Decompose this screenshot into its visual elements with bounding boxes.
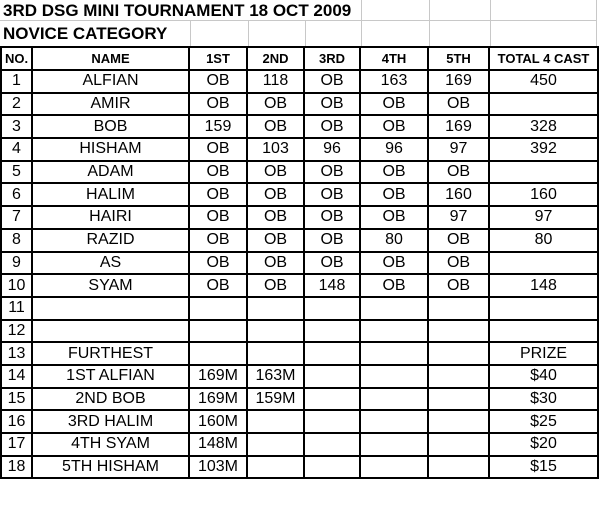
value-cell: 169M bbox=[189, 365, 247, 388]
value-cell: OB bbox=[304, 70, 360, 93]
column-header: 3RD bbox=[304, 47, 360, 70]
value-cell bbox=[360, 365, 428, 388]
gridline bbox=[429, 21, 430, 46]
column-header: TOTAL 4 CAST bbox=[489, 47, 598, 70]
value-cell: 96 bbox=[304, 138, 360, 161]
value-cell: OB bbox=[360, 183, 428, 206]
value-cell: OB bbox=[247, 252, 304, 275]
row-number-cell: 14 bbox=[1, 365, 32, 388]
value-cell bbox=[247, 297, 304, 320]
value-cell bbox=[304, 365, 360, 388]
value-cell bbox=[428, 297, 489, 320]
table-row bbox=[1, 70, 598, 93]
value-cell: 159 bbox=[189, 115, 247, 138]
value-cell: OB bbox=[247, 183, 304, 206]
value-cell bbox=[304, 410, 360, 433]
value-cell: OB bbox=[360, 161, 428, 184]
row-number-cell: 10 bbox=[1, 274, 32, 297]
value-cell: OB bbox=[247, 206, 304, 229]
value-cell: 80 bbox=[360, 229, 428, 252]
value-cell: 118 bbox=[247, 70, 304, 93]
value-cell bbox=[489, 93, 598, 116]
value-cell: 103M bbox=[189, 456, 247, 479]
value-cell: OB bbox=[189, 206, 247, 229]
value-cell: OB bbox=[360, 115, 428, 138]
column-header: NAME bbox=[32, 47, 189, 70]
row-number-cell: 8 bbox=[1, 229, 32, 252]
value-cell bbox=[428, 433, 489, 456]
name-cell: RAZID bbox=[32, 229, 189, 252]
value-cell bbox=[428, 388, 489, 411]
value-cell: $15 bbox=[489, 456, 598, 479]
name-cell: 5TH HISHAM bbox=[32, 456, 189, 479]
value-cell: OB bbox=[428, 229, 489, 252]
value-cell: OB bbox=[247, 115, 304, 138]
value-cell bbox=[304, 297, 360, 320]
value-cell: OB bbox=[189, 70, 247, 93]
table-row bbox=[1, 274, 598, 297]
results-table bbox=[0, 46, 599, 479]
value-cell: OB bbox=[247, 93, 304, 116]
value-cell bbox=[489, 252, 598, 275]
value-cell: 163M bbox=[247, 365, 304, 388]
value-cell bbox=[360, 342, 428, 365]
value-cell bbox=[247, 433, 304, 456]
name-cell: FURTHEST bbox=[32, 342, 189, 365]
value-cell: OB bbox=[304, 161, 360, 184]
gridline bbox=[0, 20, 597, 21]
name-cell bbox=[32, 320, 189, 343]
value-cell: OB bbox=[247, 274, 304, 297]
value-cell bbox=[247, 456, 304, 479]
name-cell: 2ND BOB bbox=[32, 388, 189, 411]
gridline bbox=[190, 21, 191, 46]
row-number-cell: 3 bbox=[1, 115, 32, 138]
value-cell: 103 bbox=[247, 138, 304, 161]
table-row bbox=[1, 365, 598, 388]
table-row bbox=[1, 183, 598, 206]
value-cell: OB bbox=[304, 252, 360, 275]
row-number-cell: 2 bbox=[1, 93, 32, 116]
value-cell bbox=[189, 342, 247, 365]
name-cell: 1ST ALFIAN bbox=[32, 365, 189, 388]
name-cell: HALIM bbox=[32, 183, 189, 206]
table-row bbox=[1, 115, 598, 138]
column-header: 2ND bbox=[247, 47, 304, 70]
row-number-cell: 1 bbox=[1, 70, 32, 93]
row-number-cell: 5 bbox=[1, 161, 32, 184]
gridline bbox=[248, 21, 249, 46]
column-header: 5TH bbox=[428, 47, 489, 70]
table-row bbox=[1, 410, 598, 433]
name-cell: HISHAM bbox=[32, 138, 189, 161]
value-cell: OB bbox=[304, 183, 360, 206]
gridline bbox=[429, 0, 430, 21]
value-cell bbox=[360, 410, 428, 433]
value-cell bbox=[304, 342, 360, 365]
table-row bbox=[1, 433, 598, 456]
table-row bbox=[1, 320, 598, 343]
value-cell: 97 bbox=[428, 206, 489, 229]
header-row bbox=[1, 47, 598, 70]
name-cell: ALFIAN bbox=[32, 70, 189, 93]
name-cell: 3RD HALIM bbox=[32, 410, 189, 433]
value-cell: OB bbox=[360, 274, 428, 297]
name-cell: HAIRI bbox=[32, 206, 189, 229]
value-cell: OB bbox=[360, 252, 428, 275]
value-cell bbox=[304, 320, 360, 343]
value-cell: 159M bbox=[247, 388, 304, 411]
row-number-cell: 12 bbox=[1, 320, 32, 343]
value-cell: OB bbox=[304, 206, 360, 229]
column-header: 1ST bbox=[189, 47, 247, 70]
value-cell: OB bbox=[189, 274, 247, 297]
value-cell bbox=[489, 161, 598, 184]
value-cell: 97 bbox=[428, 138, 489, 161]
value-cell: OB bbox=[247, 161, 304, 184]
value-cell: 392 bbox=[489, 138, 598, 161]
value-cell: 328 bbox=[489, 115, 598, 138]
value-cell bbox=[304, 433, 360, 456]
row-number-cell: 16 bbox=[1, 410, 32, 433]
value-cell: $40 bbox=[489, 365, 598, 388]
value-cell: 148M bbox=[189, 433, 247, 456]
value-cell bbox=[428, 320, 489, 343]
table-row bbox=[1, 297, 598, 320]
value-cell: OB bbox=[428, 252, 489, 275]
gridline bbox=[490, 0, 491, 21]
value-cell: OB bbox=[189, 138, 247, 161]
value-cell bbox=[360, 388, 428, 411]
value-cell: OB bbox=[360, 93, 428, 116]
value-cell: OB bbox=[428, 161, 489, 184]
value-cell: 450 bbox=[489, 70, 598, 93]
value-cell: $30 bbox=[489, 388, 598, 411]
value-cell bbox=[247, 342, 304, 365]
value-cell bbox=[428, 410, 489, 433]
name-cell: 4TH SYAM bbox=[32, 433, 189, 456]
value-cell: OB bbox=[304, 229, 360, 252]
value-cell bbox=[428, 365, 489, 388]
row-number-cell: 18 bbox=[1, 456, 32, 479]
value-cell bbox=[428, 342, 489, 365]
table-row bbox=[1, 93, 598, 116]
value-cell bbox=[360, 320, 428, 343]
value-cell: 160 bbox=[489, 183, 598, 206]
gridline bbox=[361, 21, 362, 46]
gridline bbox=[596, 0, 597, 21]
value-cell bbox=[489, 297, 598, 320]
gridline bbox=[490, 21, 491, 46]
table-row bbox=[1, 252, 598, 275]
value-cell bbox=[360, 456, 428, 479]
name-cell: AMIR bbox=[32, 93, 189, 116]
row-number-cell: 7 bbox=[1, 206, 32, 229]
table-row bbox=[1, 388, 598, 411]
name-cell: BOB bbox=[32, 115, 189, 138]
value-cell: PRIZE bbox=[489, 342, 598, 365]
table-row bbox=[1, 456, 598, 479]
value-cell bbox=[247, 410, 304, 433]
sheet-title: 3RD DSG MINI TOURNAMENT 18 OCT 2009 bbox=[3, 1, 352, 20]
value-cell bbox=[247, 320, 304, 343]
table-header bbox=[1, 47, 598, 70]
value-cell bbox=[489, 320, 598, 343]
name-cell: AS bbox=[32, 252, 189, 275]
table-row bbox=[1, 342, 598, 365]
row-number-cell: 6 bbox=[1, 183, 32, 206]
value-cell: OB bbox=[304, 115, 360, 138]
gridline bbox=[361, 0, 362, 21]
row-number-cell: 17 bbox=[1, 433, 32, 456]
value-cell: 80 bbox=[489, 229, 598, 252]
row-number-cell: 4 bbox=[1, 138, 32, 161]
value-cell: 97 bbox=[489, 206, 598, 229]
column-header: 4TH bbox=[360, 47, 428, 70]
table-row bbox=[1, 229, 598, 252]
value-cell bbox=[360, 433, 428, 456]
value-cell: $20 bbox=[489, 433, 598, 456]
table-row bbox=[1, 138, 598, 161]
name-cell bbox=[32, 297, 189, 320]
category-title: NOVICE CATEGORY bbox=[3, 24, 168, 43]
name-cell: ADAM bbox=[32, 161, 189, 184]
value-cell: OB bbox=[189, 93, 247, 116]
value-cell: 169M bbox=[189, 388, 247, 411]
value-cell: OB bbox=[189, 252, 247, 275]
value-cell: 163 bbox=[360, 70, 428, 93]
value-cell: OB bbox=[189, 161, 247, 184]
row-number-cell: 13 bbox=[1, 342, 32, 365]
value-cell: 160 bbox=[428, 183, 489, 206]
row-number-cell: 11 bbox=[1, 297, 32, 320]
row-number-cell: 9 bbox=[1, 252, 32, 275]
value-cell: 148 bbox=[489, 274, 598, 297]
value-cell: OB bbox=[428, 93, 489, 116]
value-cell: OB bbox=[247, 229, 304, 252]
value-cell: OB bbox=[189, 183, 247, 206]
row-number-cell: 15 bbox=[1, 388, 32, 411]
table-row bbox=[1, 161, 598, 184]
table-row bbox=[1, 206, 598, 229]
value-cell: OB bbox=[428, 274, 489, 297]
value-cell bbox=[304, 456, 360, 479]
value-cell: 96 bbox=[360, 138, 428, 161]
column-header: NO. bbox=[1, 47, 32, 70]
value-cell: 169 bbox=[428, 70, 489, 93]
value-cell: 169 bbox=[428, 115, 489, 138]
value-cell: OB bbox=[189, 229, 247, 252]
value-cell bbox=[189, 297, 247, 320]
value-cell: 160M bbox=[189, 410, 247, 433]
value-cell bbox=[360, 297, 428, 320]
value-cell: 148 bbox=[304, 274, 360, 297]
value-cell: $25 bbox=[489, 410, 598, 433]
value-cell: OB bbox=[360, 206, 428, 229]
gridline bbox=[305, 21, 306, 46]
value-cell bbox=[189, 320, 247, 343]
value-cell bbox=[428, 456, 489, 479]
value-cell bbox=[304, 388, 360, 411]
table-body bbox=[1, 70, 598, 478]
name-cell: SYAM bbox=[32, 274, 189, 297]
gridline bbox=[596, 21, 597, 46]
value-cell: OB bbox=[304, 93, 360, 116]
